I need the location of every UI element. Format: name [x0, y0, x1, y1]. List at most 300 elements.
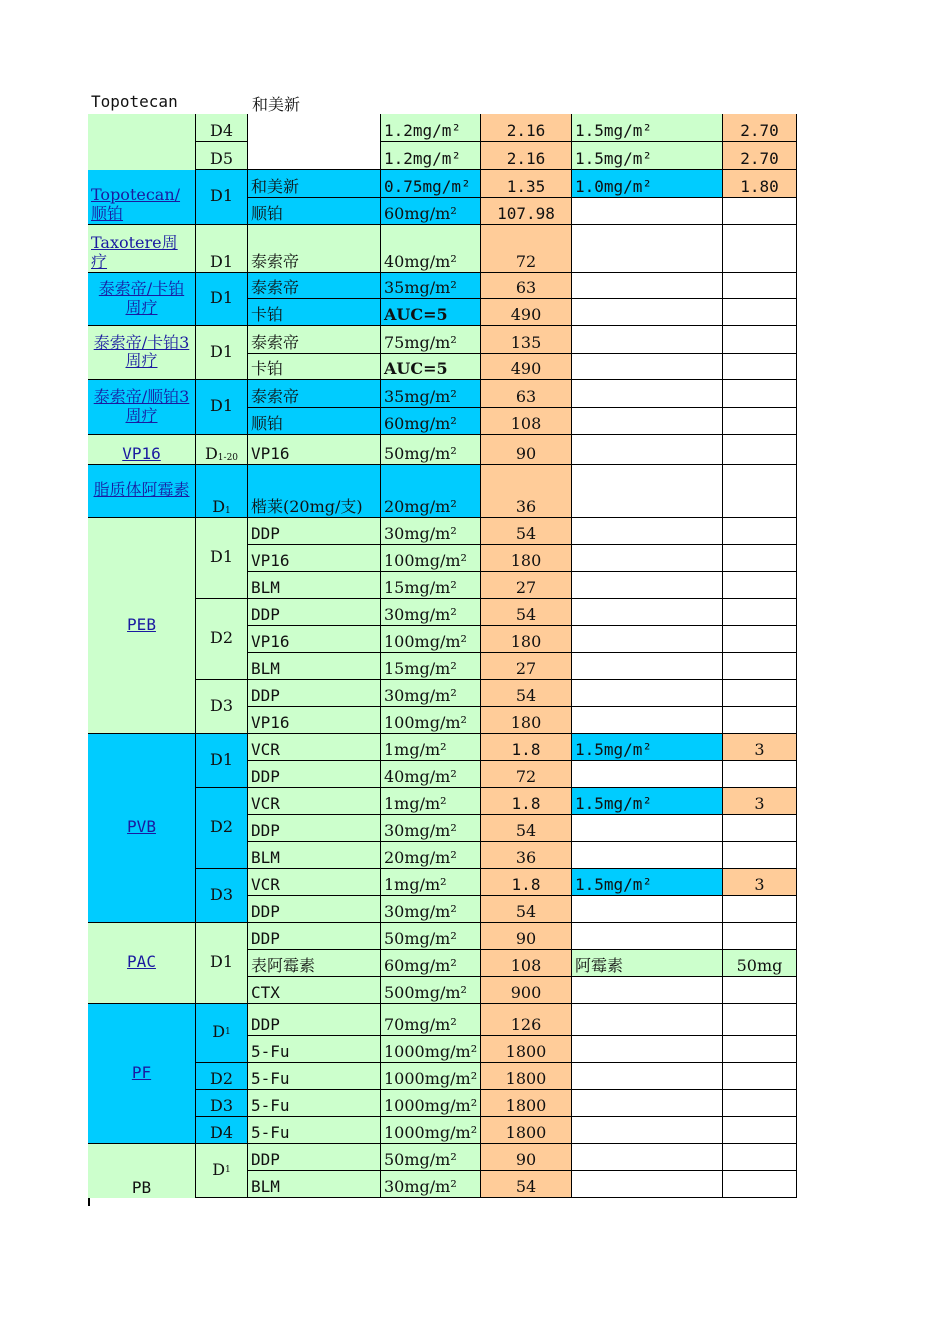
cell-amount — [481, 518, 572, 545]
cell-text: 70mg/m² — [384, 1014, 457, 1034]
day-subscript: 1 — [225, 505, 231, 516]
cell-text: 54 — [515, 523, 537, 543]
cell-amount — [481, 545, 572, 572]
cell-dose — [381, 1171, 481, 1198]
cell-text: 1.5mg/m² — [575, 739, 653, 759]
cell-alt-dose — [572, 842, 723, 869]
cell-amount — [481, 707, 572, 734]
cell-day — [196, 1144, 248, 1198]
cell-amount — [481, 225, 572, 273]
cell-text: D3 — [209, 884, 233, 904]
cell-text: 27 — [515, 658, 537, 678]
cell-dose — [381, 680, 481, 707]
cell-dose — [381, 435, 481, 465]
cell-alt-amount — [723, 198, 797, 225]
regimen-link[interactable]: PF — [131, 1062, 152, 1082]
cell-day — [196, 273, 248, 326]
cell-drug — [248, 680, 381, 707]
cell-amount — [481, 734, 572, 761]
regimen-table — [88, 114, 797, 1206]
cell-amount — [481, 896, 572, 923]
regimen-link[interactable]: PEB — [127, 614, 156, 634]
cell-drug — [248, 1117, 381, 1144]
cell-text: BLM — [251, 847, 280, 867]
cell-text: 180 — [510, 631, 542, 651]
cell-alt-dose — [572, 869, 723, 896]
cell-drug — [248, 842, 381, 869]
cell-text: VCR — [251, 874, 280, 894]
cell-text: 40mg/m² — [384, 766, 457, 786]
cell-drug — [248, 225, 381, 273]
cell-dose — [381, 299, 481, 326]
cell-amount — [481, 1090, 572, 1117]
cell-text: 108 — [510, 955, 542, 975]
cell-text: 1.8 — [511, 874, 541, 894]
cell-text: 1.0mg/m² — [575, 176, 653, 196]
regimen-link[interactable]: PVB — [127, 817, 156, 837]
cell-text: 1mg/m² — [384, 874, 447, 894]
cell-day — [196, 435, 248, 465]
cell-text: 50mg/m² — [384, 928, 457, 948]
cell-regimen — [88, 1004, 196, 1144]
cell-dose — [381, 950, 481, 977]
cell-text: 54 — [515, 820, 537, 840]
cell-text: D1 — [209, 396, 233, 416]
cell-drug — [248, 788, 381, 815]
cell-amount — [481, 1117, 572, 1144]
cell-amount — [481, 815, 572, 842]
cell-day — [196, 869, 248, 923]
cell-alt-dose — [572, 1171, 723, 1198]
cell-alt-dose — [572, 572, 723, 599]
cell-regimen — [88, 326, 196, 380]
cell-text: 1000mg/m² — [384, 1041, 478, 1061]
cell-alt-amount — [723, 761, 797, 788]
cell-text: 1.80 — [740, 176, 779, 196]
cell-alt-amount — [723, 1090, 797, 1117]
cell-amount — [481, 1063, 572, 1090]
cell-alt-dose — [572, 170, 723, 198]
cell-text: DDP — [251, 685, 280, 705]
cell-drug — [248, 1171, 381, 1198]
cell-drug — [248, 572, 381, 599]
cell-dose — [381, 707, 481, 734]
cell-text: 75mg/m² — [384, 332, 457, 352]
cell-amount — [481, 599, 572, 626]
cell-text: 5-Fu — [251, 1122, 290, 1142]
cell-text: 2.70 — [740, 148, 779, 168]
cell-day — [196, 114, 248, 142]
cell-amount — [481, 1171, 572, 1198]
cell-alt-dose — [572, 435, 723, 465]
cell-text: 1800 — [505, 1068, 547, 1088]
cell-text: 72 — [515, 251, 537, 271]
cell-alt-amount — [723, 1144, 797, 1171]
cell-text: AUC=5 — [384, 358, 448, 378]
cell-day — [196, 788, 248, 869]
cell-text: 500mg/m² — [384, 982, 467, 1002]
cell-alt-amount — [723, 465, 797, 518]
regimen-link[interactable]: 泰索帝/卡铂3周疗 — [93, 332, 190, 370]
cell-dose — [381, 518, 481, 545]
cell-text: 1000mg/m² — [384, 1095, 478, 1115]
cell-alt-amount — [723, 977, 797, 1004]
cell-regimen — [88, 273, 196, 326]
cell-text: D — [204, 443, 218, 463]
cell-alt-dose — [572, 761, 723, 788]
regimen-link[interactable]: 泰索帝/顺铂3周疗 — [93, 387, 190, 425]
cell-text: 2.16 — [506, 120, 546, 140]
cell-dose — [381, 1063, 481, 1090]
cell-amount — [481, 408, 572, 435]
cell-alt-dose — [572, 734, 723, 761]
cell-text: 3 — [754, 739, 765, 759]
cell-amount — [481, 299, 572, 326]
header-right-label: 和美新 — [252, 95, 301, 114]
cell-drug — [248, 170, 381, 198]
cell-text: 1.2mg/m² — [384, 148, 462, 168]
cell-drug — [248, 707, 381, 734]
cell-text: 60mg/m² — [384, 955, 457, 975]
cell-text: D4 — [209, 1122, 233, 1142]
cell-day — [196, 680, 248, 734]
cell-alt-amount — [723, 572, 797, 599]
cell-alt-dose — [572, 896, 723, 923]
cell-day — [196, 599, 248, 680]
cell-regimen — [88, 1144, 196, 1198]
cell-drug — [248, 326, 381, 354]
cell-day — [196, 465, 248, 518]
cell-dose — [381, 354, 481, 380]
cell-text: 20mg/m² — [384, 847, 457, 867]
cell-text: 50mg/m² — [384, 443, 457, 463]
cell-text: 490 — [510, 358, 542, 378]
cell-text: AUC=5 — [384, 304, 448, 324]
cell-text: BLM — [251, 658, 280, 678]
cell-alt-dose — [572, 198, 723, 225]
cell-text: 和美新 — [251, 176, 300, 196]
cell-text: DDP — [251, 928, 280, 948]
cell-alt-amount — [723, 680, 797, 707]
cell-alt-dose — [572, 518, 723, 545]
cell-regimen — [88, 225, 196, 273]
cell-text: 1.5mg/m² — [575, 874, 653, 894]
cell-alt-amount — [723, 380, 797, 408]
cell-text: 50mg — [736, 955, 783, 975]
cell-alt-amount — [723, 545, 797, 572]
cell-alt-amount — [723, 1063, 797, 1090]
cell-text: 1800 — [505, 1122, 547, 1142]
cell-alt-dose — [572, 1117, 723, 1144]
cell-text: 1.8 — [511, 739, 541, 759]
cell-dose — [381, 1090, 481, 1117]
cell-dose — [381, 114, 481, 142]
regimen-link[interactable]: Taxotere周疗 — [91, 233, 178, 271]
cell-dose — [381, 545, 481, 572]
cell-dose — [381, 326, 481, 354]
cell-alt-amount — [723, 518, 797, 545]
cell-alt-dose — [572, 326, 723, 354]
cell-text: D — [212, 496, 226, 516]
cell-dose — [381, 572, 481, 599]
cell-text: 1mg/m² — [384, 793, 447, 813]
cell-alt-dose — [572, 225, 723, 273]
cell-text: D5 — [209, 148, 233, 168]
cell-text: 30mg/m² — [384, 685, 457, 705]
cell-text: D2 — [209, 628, 233, 648]
cell-text: 107.98 — [497, 203, 555, 223]
cell-drug — [248, 626, 381, 653]
cell-drug — [248, 923, 381, 950]
cell-alt-amount — [723, 273, 797, 299]
cell-drug — [248, 114, 381, 170]
cell-text: 2.16 — [506, 148, 546, 168]
cell-dose — [381, 198, 481, 225]
cell-text: 54 — [515, 1176, 537, 1196]
cell-text: 108 — [510, 413, 542, 433]
cell-drug — [248, 408, 381, 435]
cell-text: 100mg/m² — [384, 550, 467, 570]
cell-dose — [381, 380, 481, 408]
cell-alt-dose — [572, 950, 723, 977]
cell-text: PB — [131, 1177, 152, 1197]
cell-amount — [481, 1004, 572, 1036]
cell-dose — [381, 626, 481, 653]
cell-amount — [481, 142, 572, 170]
cell-text: 60mg/m² — [384, 203, 457, 223]
cell-alt-dose — [572, 545, 723, 572]
cell-alt-dose — [572, 815, 723, 842]
cell-alt-amount — [723, 225, 797, 273]
cell-regimen — [88, 380, 196, 435]
cell-text: 泰索帝 — [251, 251, 300, 271]
cell-text: D1 — [209, 186, 233, 206]
cell-text: 1000mg/m² — [384, 1122, 478, 1142]
cell-alt-amount — [723, 142, 797, 170]
cell-text: 100mg/m² — [384, 631, 467, 651]
cell-regimen — [88, 518, 196, 734]
cell-text: 30mg/m² — [384, 523, 457, 543]
cell-dose — [381, 761, 481, 788]
cell-text: D1 — [209, 547, 233, 567]
cell-text: D1 — [209, 341, 233, 361]
cell-text: 30mg/m² — [384, 604, 457, 624]
cell-text: 泰索帝 — [251, 332, 300, 352]
cell-alt-dose — [572, 408, 723, 435]
cell-text: 顺铂 — [251, 203, 284, 223]
cell-drug — [248, 734, 381, 761]
cell-dose — [381, 788, 481, 815]
cell-alt-dose — [572, 1004, 723, 1036]
cell-text: D3 — [209, 695, 233, 715]
cell-text: 卡铂 — [251, 304, 284, 324]
cell-dose — [381, 734, 481, 761]
cell-text: DDP — [251, 1149, 280, 1169]
cell-text: 50mg/m² — [384, 1149, 457, 1169]
cell-alt-amount — [723, 326, 797, 354]
cell-text: D1 — [209, 288, 233, 308]
cell-text: 180 — [510, 550, 542, 570]
cell-text: 15mg/m² — [384, 577, 457, 597]
cell-dose — [381, 599, 481, 626]
cell-drug — [248, 299, 381, 326]
cell-text: 1.8 — [511, 793, 541, 813]
cell-amount — [481, 680, 572, 707]
day-subscript: 1 — [225, 1164, 231, 1175]
cell-amount — [481, 761, 572, 788]
cell-drug — [248, 977, 381, 1004]
cell-text: 40mg/m² — [384, 251, 457, 271]
cell-text: 泰索帝 — [251, 277, 300, 297]
cell-regimen — [88, 734, 196, 923]
cell-alt-amount — [723, 734, 797, 761]
cell-amount — [481, 923, 572, 950]
cell-text: D2 — [209, 817, 233, 837]
cell-alt-dose — [572, 977, 723, 1004]
cell-text: D — [212, 1022, 226, 1042]
cell-drug — [248, 198, 381, 225]
cell-alt-amount — [723, 435, 797, 465]
cell-amount — [481, 950, 572, 977]
cell-alt-amount — [723, 114, 797, 142]
cell-text: D — [212, 1159, 226, 1179]
day-subscript: 1-20 — [217, 452, 239, 463]
cell-text: 2.70 — [740, 120, 779, 140]
cell-day — [196, 170, 248, 225]
cell-amount — [481, 198, 572, 225]
cell-day — [196, 923, 248, 1004]
cell-dose — [381, 977, 481, 1004]
cell-alt-amount — [723, 788, 797, 815]
cell-amount — [481, 869, 572, 896]
cell-text: 54 — [515, 685, 537, 705]
cell-text: 1800 — [505, 1095, 547, 1115]
regimen-link[interactable]: 泰索帝/卡铂周疗 — [98, 279, 185, 317]
cell-text: 表阿霉素 — [251, 955, 316, 975]
cell-text: 30mg/m² — [384, 1176, 457, 1196]
cell-text: VP16 — [251, 712, 290, 732]
cell-text: 5-Fu — [251, 1068, 290, 1088]
header-left-label: Topotecan — [91, 92, 178, 111]
cell-amount — [481, 465, 572, 518]
regimen-link[interactable]: VP16 — [122, 443, 161, 463]
cell-alt-dose — [572, 114, 723, 142]
cell-drug — [248, 518, 381, 545]
regimen-link[interactable]: Topotecan/顺铂 — [91, 185, 181, 223]
cell-alt-amount — [723, 1117, 797, 1144]
cell-text: VCR — [251, 793, 280, 813]
cell-drug — [248, 1004, 381, 1036]
cell-text: 楷莱(20mg/支) — [251, 496, 363, 516]
cell-alt-amount — [723, 1004, 797, 1036]
cell-drug — [248, 545, 381, 572]
cell-drug — [248, 761, 381, 788]
cell-text: 490 — [510, 304, 542, 324]
cell-text: 5-Fu — [251, 1095, 290, 1115]
cell-text: DDP — [251, 604, 280, 624]
cell-alt-amount — [723, 626, 797, 653]
cell-text: 135 — [510, 332, 542, 352]
cell-dose — [381, 869, 481, 896]
cell-dose — [381, 225, 481, 273]
cell-text: 阿霉素 — [575, 955, 624, 975]
cell-drug — [248, 896, 381, 923]
cell-text: 900 — [510, 982, 542, 1002]
cell-alt-amount — [723, 1171, 797, 1198]
cell-text: 36 — [515, 847, 537, 867]
cell-drug — [248, 1144, 381, 1171]
cell-alt-dose — [572, 465, 723, 518]
cell-text: DDP — [251, 523, 280, 543]
cell-text: 3 — [754, 874, 765, 894]
cell-text: 100mg/m² — [384, 712, 467, 732]
cell-amount — [481, 114, 572, 142]
cell-dose — [381, 1004, 481, 1036]
cell-alt-dose — [572, 1090, 723, 1117]
cell-dose — [381, 1036, 481, 1063]
cell-dose — [381, 465, 481, 518]
cell-text: VP16 — [251, 550, 290, 570]
cell-text: D2 — [209, 1068, 233, 1088]
cell-text: 0.75mg/m² — [384, 176, 471, 196]
cell-alt-amount — [723, 170, 797, 198]
cell-dose — [381, 896, 481, 923]
cell-text: 30mg/m² — [384, 820, 457, 840]
regimen-link[interactable]: PAC — [127, 952, 156, 972]
cell-drug — [248, 1063, 381, 1090]
cell-drug — [248, 653, 381, 680]
cell-text: 15mg/m² — [384, 658, 457, 678]
cell-amount — [481, 1144, 572, 1171]
cell-alt-dose — [572, 1063, 723, 1090]
cell-text: 35mg/m² — [384, 386, 457, 406]
cell-dose — [381, 1144, 481, 1171]
cell-alt-dose — [572, 653, 723, 680]
regimen-link[interactable]: 脂质体阿霉素 — [93, 480, 190, 500]
cell-regimen — [88, 923, 196, 1004]
cell-text: DDP — [251, 1014, 280, 1034]
cell-amount — [481, 1036, 572, 1063]
cell-text: 卡铂 — [251, 358, 284, 378]
cell-day — [196, 326, 248, 380]
cell-text: DDP — [251, 820, 280, 840]
cell-drug — [248, 435, 381, 465]
cell-text: 90 — [515, 928, 537, 948]
cell-text: DDP — [251, 766, 280, 786]
cell-regimen — [88, 465, 196, 518]
cell-alt-dose — [572, 1036, 723, 1063]
cell-alt-dose — [572, 299, 723, 326]
cell-amount — [481, 788, 572, 815]
cell-text: VP16 — [251, 443, 290, 463]
cell-text: D1 — [209, 251, 233, 271]
cell-text: D3 — [209, 1095, 233, 1115]
cell-day — [196, 518, 248, 599]
cell-dose — [381, 842, 481, 869]
cell-text: 20mg/m² — [384, 496, 457, 516]
cell-day — [196, 1004, 248, 1063]
cell-drug — [248, 465, 381, 518]
cell-drug — [248, 354, 381, 380]
cell-drug — [248, 869, 381, 896]
cell-text: DDP — [251, 901, 280, 921]
cell-drug — [248, 950, 381, 977]
cell-text: 1.5mg/m² — [575, 793, 653, 813]
cell-text: 1000mg/m² — [384, 1068, 478, 1088]
cell-alt-amount — [723, 950, 797, 977]
cell-alt-dose — [572, 599, 723, 626]
cell-dose — [381, 170, 481, 198]
